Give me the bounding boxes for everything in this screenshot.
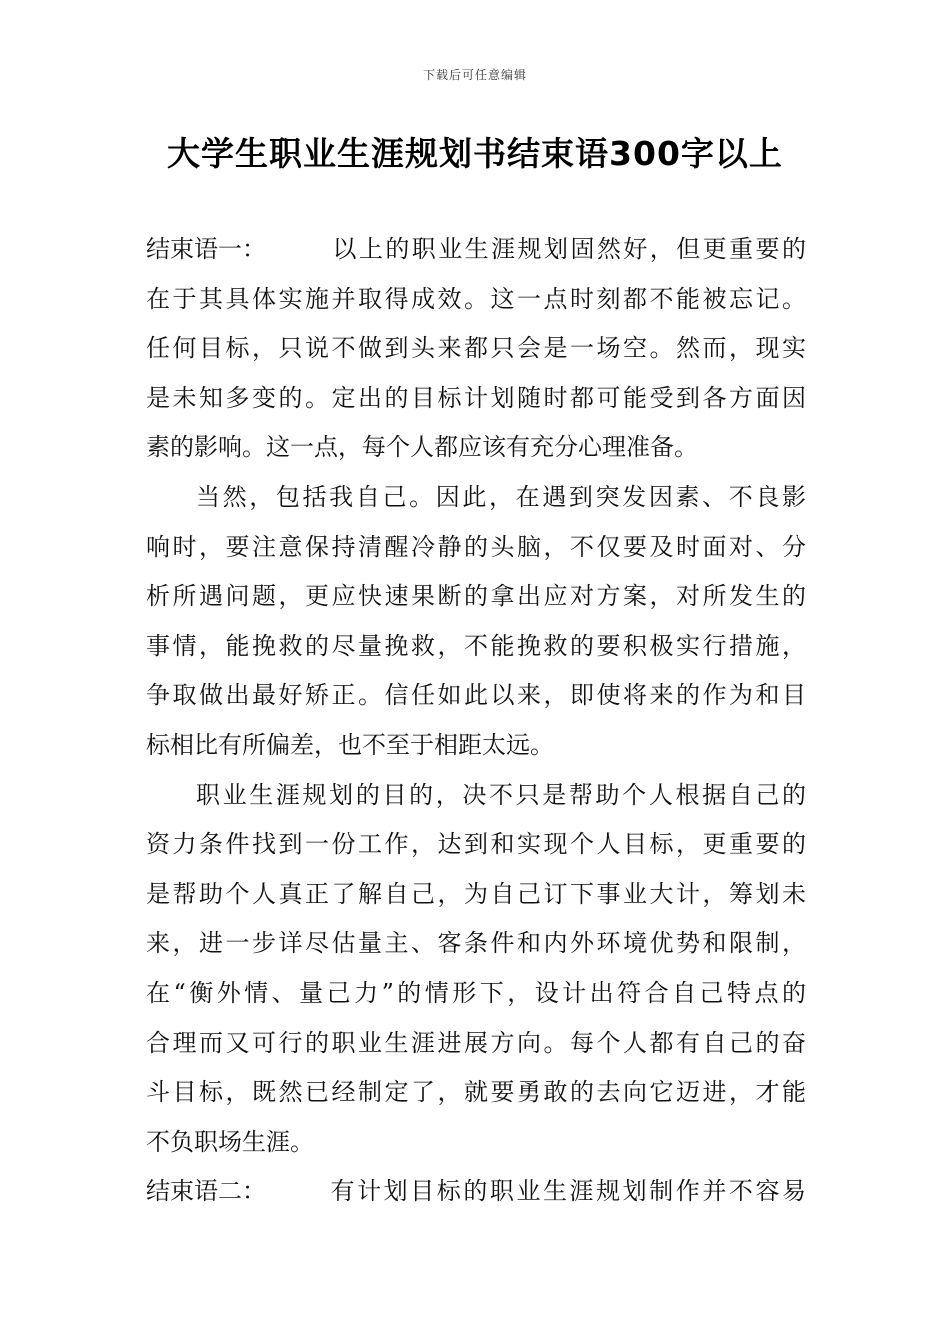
section1-label: 结束语一： (146, 235, 266, 263)
section2-label: 结束语二： (146, 1177, 266, 1206)
section1-line-1: 在于其具体实施并取得成效。这一点时刻都不能被忘记。 (146, 284, 806, 313)
paragraph2-line-1: 响时，要注意保持清醒冷静的头脑，不仅要及时面对、分 (146, 532, 806, 561)
paragraph3-line-0: 职业生涯规划的目的，决不只是帮助个人根据自己的 (196, 780, 806, 809)
section1-line-3: 是未知多变的。定出的目标计划随时都可能受到各方面因 (146, 383, 806, 412)
section1-line-4: 素的影响。这一点，每个人都应该有充分心理准备。 (146, 433, 698, 462)
paragraph2-line-4: 争取做出最好矫正。信任如此以来，即使将来的作为和目 (146, 681, 806, 710)
paragraph3-line-6: 斗目标，既然已经制定了，就要勇敢的去向它迈进，才能 (146, 1078, 806, 1107)
paragraph3-line-5: 合理而又可行的职业生涯进展方向。每个人都有自己的奋 (146, 1028, 806, 1057)
section2-first-line (146, 1167, 806, 1217)
section1-line-2: 任何目标，只说不做到头来都只会是一场空。然而，现实 (146, 334, 806, 363)
paragraph3-line-1: 资力条件找到一份工作，达到和实现个人目标，更重要的 (146, 830, 806, 859)
paragraph2-line-0: 当然，包括我自己。因此，在遇到突发因素、不良影 (196, 482, 806, 511)
paragraph3-line-3: 来，进一步详尽估量主、客条件和内外环境优势和限制， (146, 929, 806, 958)
header-note: 下载后可任意编辑 (422, 68, 527, 82)
paragraph3-line-4: 在“衡外情、量己力”的情形下，设计出符合自己特点的 (146, 978, 806, 1007)
section1-line-0: 以上的职业生涯规划固然好，但更重要的 (330, 235, 806, 263)
paragraph3-line-7: 不负职场生涯。 (146, 1127, 314, 1156)
section1-first-line (146, 225, 806, 275)
document-title: 大学生职业生涯规划书结束语300字以上 (167, 134, 783, 173)
section2-line: 有计划目标的职业生涯规划制作并不容易 (328, 1177, 806, 1206)
paragraph2-line-5: 标相比有所偏差，也不至于相距太远。 (146, 730, 554, 759)
paragraph3-line-2: 是帮助个人真正了解自己，为自己订下事业大计，筹划未 (146, 879, 806, 908)
document-body (146, 225, 806, 1217)
paragraph2-line-2: 析所遇问题，更应快速果断的拿出应对方案，对所发生的 (146, 582, 806, 611)
paragraph2-line-3: 事情，能挽救的尽量挽救，不能挽救的要积极实行措施， (146, 631, 806, 660)
